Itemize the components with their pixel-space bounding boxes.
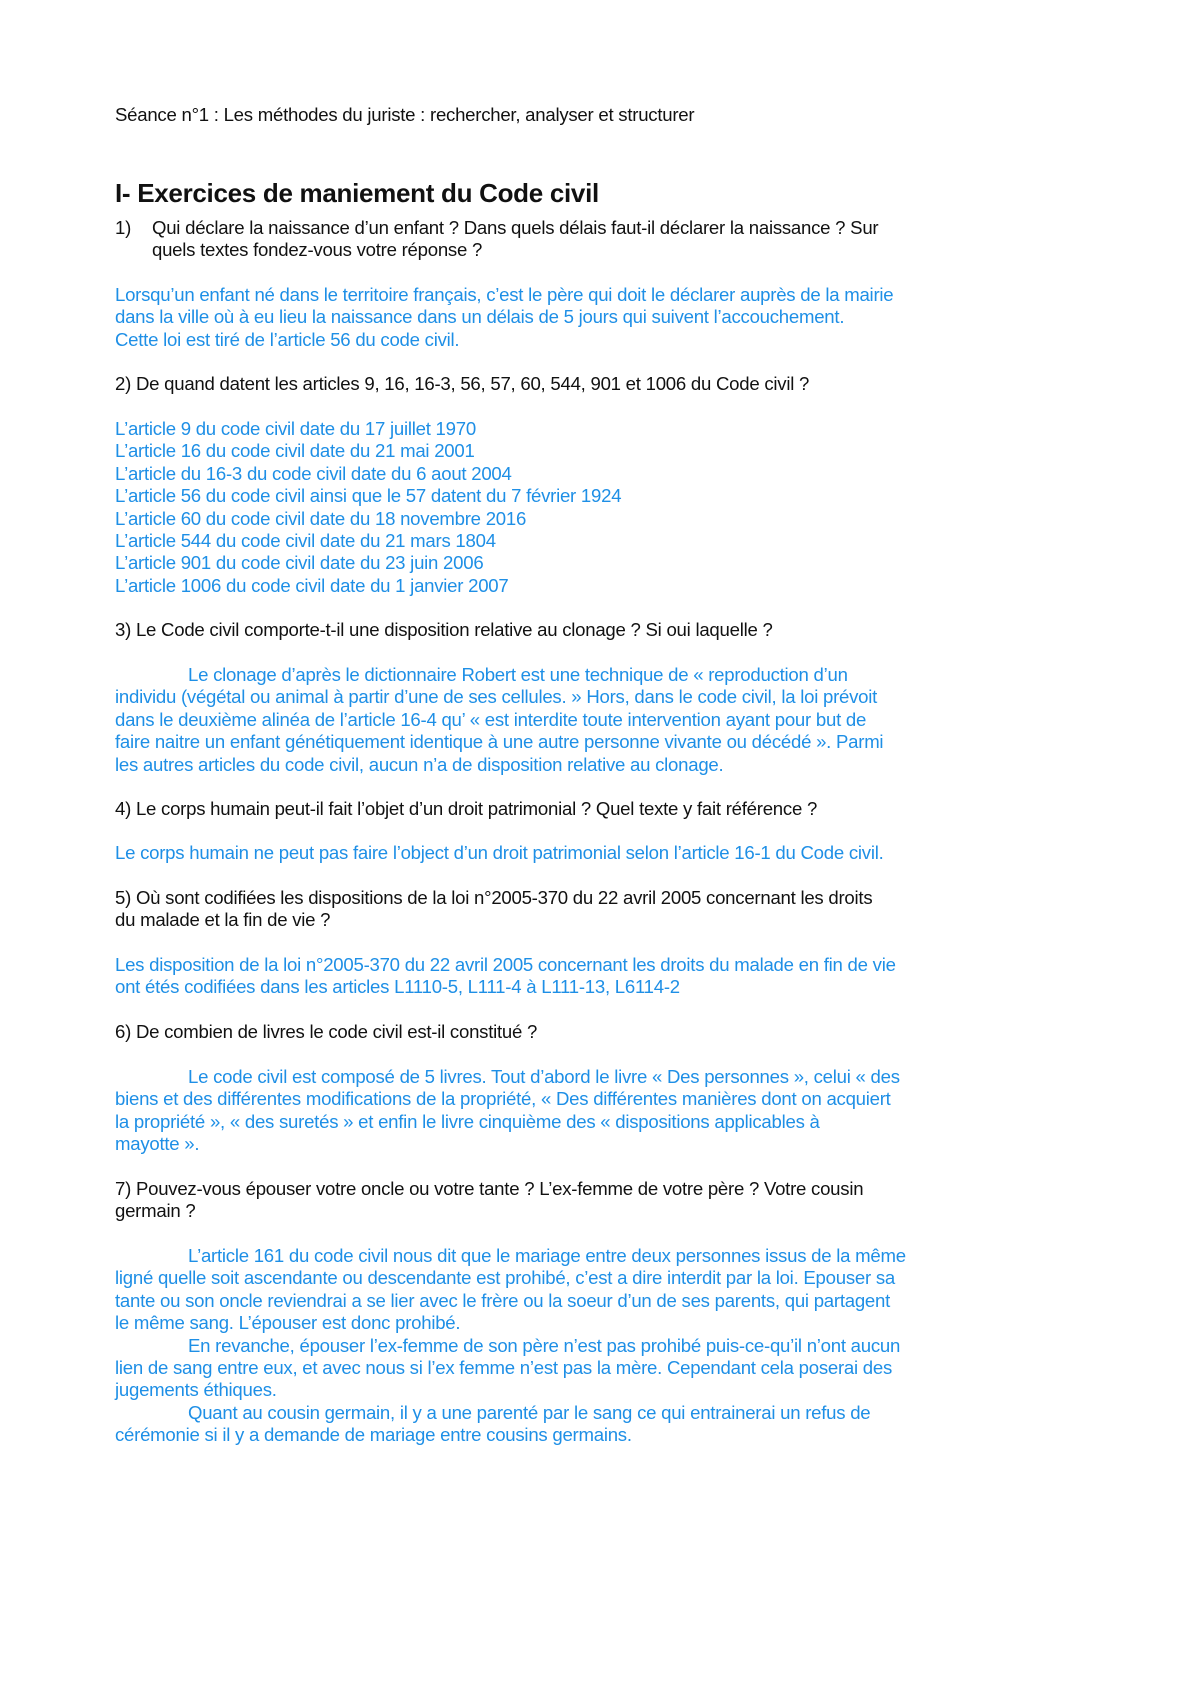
question-4 [115, 798, 1115, 820]
text-line: du malade et la fin de vie ? [115, 909, 331, 931]
text-line: 2) De quand datent les articles 9, 16, 16-3, 56, 57, 60, 544, 901 et 1006 du Code civil ? [115, 373, 810, 394]
text-line: Le corps humain ne peut pas faire l’object d’un droit patrimonial selon l’article 16-1 du Code civil. [115, 842, 884, 863]
question-2 [115, 373, 1115, 395]
text-line: L’article 901 du code civil date du 23 juin 2006 [115, 552, 484, 574]
text-line: lien de sang entre eux, et avec nous si l’ex femme n’est pas la mère. Cependant cela poserai des [115, 1356, 893, 1378]
text-line: germain ? [115, 1200, 196, 1222]
text-line: L’article 56 du code civil ainsi que le 57 datent du 7 février 1924 [115, 485, 622, 507]
text-line: biens et des différentes modifications de la propriété, « Des différentes manières dont on acquiert [115, 1088, 891, 1110]
question-text: Qui déclare la naissance d’un enfant ? Dans quels délais faut-il déclarer la naissance ? Sur [152, 217, 879, 238]
text-line: tante ou son oncle reviendrai a se lier avec le frère ou la soeur d’un de ses parents, qui partagent [115, 1289, 891, 1311]
text-line: L’article 544 du code civil date du 21 mars 1804 [115, 529, 496, 551]
text-line: dans la ville où à eu lieu la naissance dans un délais de 5 jours qui suivent l’accouchement. [115, 306, 845, 328]
answer-1 [115, 284, 1115, 351]
question-6 [115, 1021, 1115, 1043]
text-line: Cette loi est tiré de l’article 56 du code civil. [115, 328, 460, 350]
question-7 [115, 1178, 1115, 1223]
text-line: Quant au cousin germain, il y a une parenté par le sang ce qui entrainerai un refus de [188, 1401, 871, 1423]
text-line: le même sang. L’épouser est donc prohibé. [115, 1312, 461, 1334]
answer-5 [115, 954, 1115, 999]
text-line: 5) Où sont codifiées les dispositions de la loi n°2005-370 du 22 avril 2005 concernant les droits [115, 887, 873, 908]
text-line: Les disposition de la loi n°2005-370 du 22 avril 2005 concernant les droits du malade en fin de vie [115, 954, 896, 975]
answer-6 [115, 1066, 1115, 1156]
text-line: En revanche, épouser l’ex-femme de son père n’est pas prohibé puis-ce-qu’il n’ont aucun [188, 1334, 901, 1356]
answer-3 [115, 664, 1115, 776]
text-line: les autres articles du code civil, aucun n’a de disposition relative au clonage. [115, 753, 724, 775]
text-line: 6) De combien de livres le code civil est-il constitué ? [115, 1021, 538, 1042]
text-line: 3) Le Code civil comporte-t-il une disposition relative au clonage ? Si oui laquelle ? [115, 619, 773, 640]
question-1 [115, 217, 1115, 262]
answer-7-part-2 [115, 1335, 1115, 1402]
answer-4 [115, 842, 1115, 864]
text-line: cérémonie si il y a demande de mariage entre cousins germains. [115, 1424, 632, 1446]
text-line: L’article du 16-3 du code civil date du 6 aout 2004 [115, 462, 512, 484]
text-line: Lorsqu’un enfant né dans le territoire français, c’est le père qui doit le déclarer auprès de la mairie [115, 284, 894, 305]
text-line: ligné quelle soit ascendante ou descendante est prohibé, c’est a dire interdit par la loi. Epouser sa [115, 1267, 895, 1289]
text-line: L’article 161 du code civil nous dit que le mariage entre deux personnes issus de la même [188, 1245, 906, 1266]
text-line: dans le deuxième alinéa de l’article 16-4 qu’ « est interdite toute intervention ayant pour but de [115, 708, 867, 730]
text-line: 4) Le corps humain peut-il fait l’objet d’un droit patrimonial ? Quel texte y fait référence ? [115, 798, 818, 819]
question-number: 1) [115, 217, 132, 238]
text-line: la propriété », « des suretés » et enfin le livre cinquième des « dispositions applicables à [115, 1110, 820, 1132]
answer-7-part-1 [115, 1245, 1115, 1335]
session-header: Séance n°1 : Les méthodes du juriste : rechercher, analyser et structurer [115, 104, 695, 125]
text-line: ont étés codifiées dans les articles L1110-5, L111-4 à L111-13, L6114-2 [115, 976, 680, 998]
text-line: faire naitre un enfant génétiquement identique à une autre personne vivante ou décédé ». Parmi [115, 731, 884, 753]
text-line: L’article 16 du code civil date du 21 mai 2001 [115, 440, 475, 462]
text-line: L’article 9 du code civil date du 17 juillet 1970 [115, 418, 476, 439]
text-line: jugements éthiques. [115, 1379, 277, 1401]
answer-7-part-3 [115, 1402, 1115, 1447]
question-3 [115, 619, 1115, 641]
text-line: mayotte ». [115, 1133, 200, 1155]
question-line: quels textes fondez-vous votre réponse ? [152, 239, 483, 261]
text-line: 7) Pouvez-vous épouser votre oncle ou votre tante ? L’ex-femme de votre père ? Votre cousin [115, 1178, 864, 1199]
text-line: Le code civil est composé de 5 livres. Tout d’abord le livre « Des personnes », celui « des [188, 1066, 900, 1087]
question-5 [115, 887, 1115, 932]
text-line: individu (végétal ou animal à partir d’une de ses cellules. » Hors, dans le code civil, la loi prévoit [115, 686, 878, 708]
answer-2 [115, 418, 1115, 597]
text-line: L’article 1006 du code civil date du 1 janvier 2007 [115, 574, 509, 596]
text-line: L’article 60 du code civil date du 18 novembre 2016 [115, 507, 527, 529]
text-line: Le clonage d’après le dictionnaire Robert est une technique de « reproduction d’un [188, 664, 848, 685]
question-line [115, 217, 1115, 239]
section-title: I- Exercices de maniement du Code civil [115, 178, 599, 208]
